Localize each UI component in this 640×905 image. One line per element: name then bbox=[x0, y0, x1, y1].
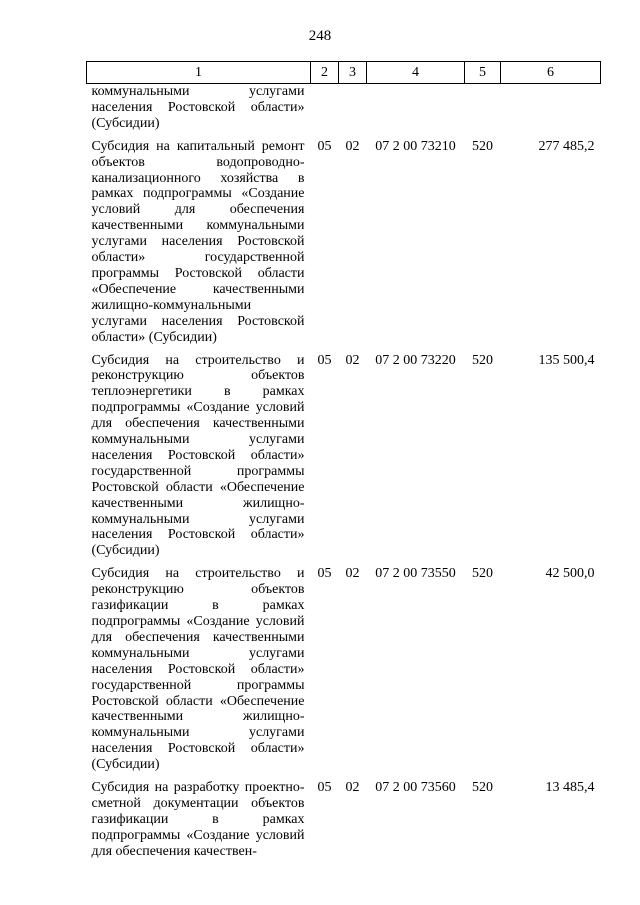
table-row bbox=[87, 559, 601, 773]
column-header-3: 3 bbox=[339, 62, 367, 84]
row-target-article: 07 2 00 73550 bbox=[375, 566, 456, 582]
row-subsection: 02 bbox=[345, 352, 360, 368]
row-subsection: 02 bbox=[345, 566, 360, 582]
row-section: 05 bbox=[317, 566, 332, 582]
row-subsection: 02 bbox=[345, 780, 360, 796]
row-description-text: коммунальными услугами населения Ростовской области» (Субсидии) bbox=[91, 84, 305, 131]
page-number: 248 bbox=[308, 28, 332, 44]
row-section: 05 bbox=[317, 780, 332, 796]
header-row bbox=[87, 62, 601, 84]
row-amount: 42 500,0 bbox=[545, 566, 595, 582]
table-row bbox=[87, 773, 601, 860]
row-subsection: 02 bbox=[345, 138, 360, 154]
row-description bbox=[87, 84, 311, 132]
row-section: 05 bbox=[317, 352, 332, 368]
row-target-article: 07 2 00 73210 bbox=[375, 138, 456, 154]
row-amount: 135 500,4 bbox=[538, 352, 595, 368]
column-header-2: 2 bbox=[311, 62, 339, 84]
row-expense-type: 520 bbox=[472, 566, 493, 582]
row-description: Субсидия на разработку проектно-сметной документации объектов газификации в рамках подпрограммы «Создание условий для обеспечения качествен- bbox=[91, 780, 305, 859]
row-description: Субсидия на строительство и реконструкцию объектов газификации в рамках подпрограммы «Создание условий для обеспечения качественными коммунальными услугами населения Ростовской области» государственной программы Ростовской области «Обеспечение качественными жилищно-коммунальными услугами населения Ростовской области» (Субсидии) bbox=[91, 566, 305, 773]
row-expense-type: 520 bbox=[472, 780, 493, 796]
table-row bbox=[87, 132, 601, 346]
row-description: Субсидия на капитальный ремонт объектов водопроводно-канализационного хозяйства в рамках подпрограммы «Создание условий для обеспечения качественными коммунальными услугами населения Ростовской области» государственной программы Ростовской области «Обеспечение качественными жилищно-коммунальными услугами населения Ростовской области» (Субсидии) bbox=[91, 138, 305, 345]
row-expense-type: 520 bbox=[472, 138, 493, 154]
table-row-continuation bbox=[87, 84, 601, 132]
column-header-5: 5 bbox=[465, 62, 501, 84]
table-row bbox=[87, 346, 601, 560]
budget-table bbox=[86, 61, 601, 860]
row-expense-type: 520 bbox=[472, 352, 493, 368]
row-amount: 277 485,2 bbox=[538, 138, 595, 154]
row-amount: 13 485,4 bbox=[545, 780, 595, 796]
row-target-article: 07 2 00 73560 bbox=[375, 780, 456, 796]
column-header-1: 1 bbox=[87, 62, 311, 84]
row-description: Субсидия на строительство и реконструкцию объектов теплоэнергетики в рамках подпрограммы «Создание условий для обеспечения качественными коммунальными услугами населения Ростовской области» государственной программы Ростовской области «Обеспечение качественными жилищно-коммунальными услугами населения Ростовской области» (Субсидии) bbox=[91, 352, 305, 559]
column-header-6: 6 bbox=[501, 62, 601, 84]
row-target-article: 07 2 00 73220 bbox=[375, 352, 456, 368]
row-section: 05 bbox=[317, 138, 332, 154]
column-header-4: 4 bbox=[367, 62, 465, 84]
